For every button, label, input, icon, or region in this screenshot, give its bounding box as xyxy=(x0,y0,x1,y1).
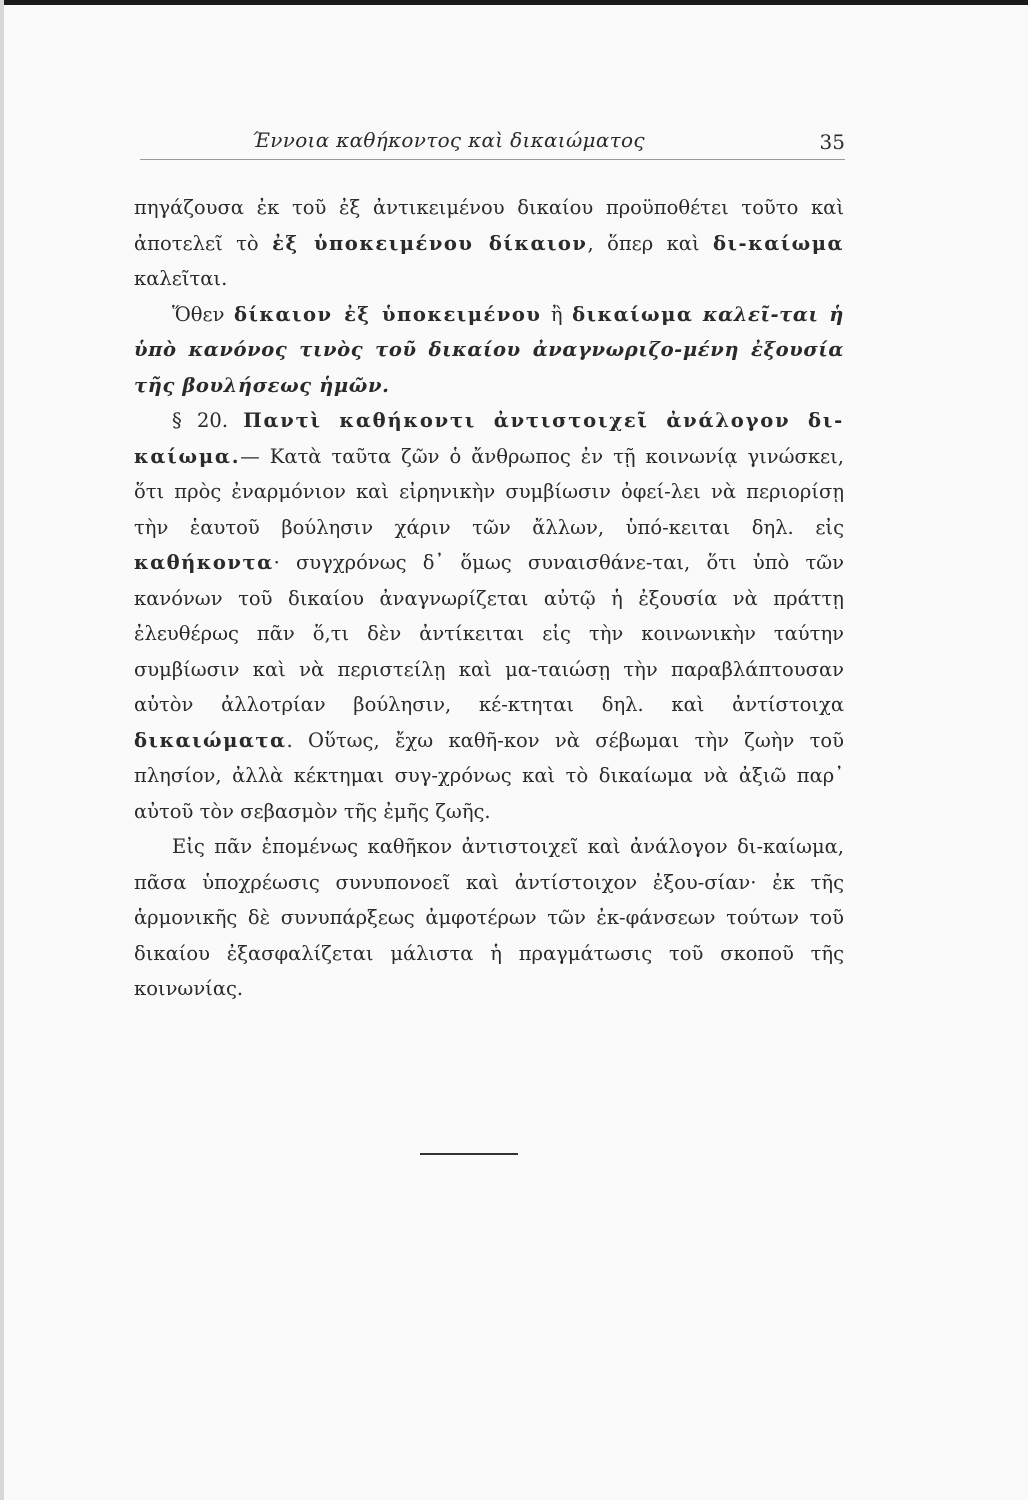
spaced-term: δι-καίωμα xyxy=(713,231,844,255)
section-heading: Παντὶ καθήκοντι ἀντιστοιχεῖ ἀνάλογον δι-καίωμα. xyxy=(134,409,844,468)
text-run: , ὅπερ καὶ xyxy=(587,231,714,255)
paragraph-1 xyxy=(134,190,844,297)
text-run: — Κατὰ ταῦτα ζῶν ὁ ἄνθρωπος ἐν τῇ κοινωνίᾳ γινώσκει, ὅτι πρὸς ἐναρμόνιον καὶ εἰρηνικὴν συμβίωσιν ὀφεί-λει νὰ περιορίσῃ τὴν ἑαυτοῦ βούλησιν χάριν τῶν ἄλλων, ὑπό-κειται δηλ. εἰς xyxy=(134,444,844,539)
header-rule xyxy=(140,159,845,160)
spaced-term: ἐξ ὑποκειμένου δίκαιον xyxy=(272,231,588,255)
text-run: πηγάζουσα ἐκ τοῦ ἐξ ἀντικειμένου δικαίου προϋποθέτει τοῦτο καὶ ἀποτελεῖ τὸ xyxy=(134,196,844,255)
running-title: Έννοια καθήκοντος καὶ δικαιώματος xyxy=(252,128,645,152)
text-run: . Οὕτως, ἔχω καθῆ-κον νὰ σέβωμαι τὴν ζωὴν τοῦ πλησίον, ἀλλὰ κέκτημαι συγ-χρόνως καὶ τὸ δικαίωμα νὰ ἀξιῶ παρ᾽ αὐτοῦ τὸν σεβασμὸν τῆς ἐμῆς ζωῆς. xyxy=(134,728,844,823)
spaced-term: δικαίωμα xyxy=(572,302,694,326)
text-run xyxy=(693,303,702,326)
scan-left-edge xyxy=(0,0,4,1500)
paragraph-3 xyxy=(134,403,844,829)
definition-text: καλεῖ-ται ἡ ὑπὸ κανόνος τινὸς τοῦ δικαίου ἀναγνωριζο-μένη ἐξουσία τῆς βουλήσεως ἡμῶν. xyxy=(134,302,844,397)
scan-top-edge xyxy=(0,0,1028,5)
paragraph-4 xyxy=(134,829,844,1007)
page-body xyxy=(134,190,844,1007)
end-rule xyxy=(420,1153,518,1155)
section-number: § 20. xyxy=(172,409,244,432)
paragraph-2 xyxy=(134,297,844,404)
text-run: Ὅθεν xyxy=(172,302,234,326)
spaced-term: καθήκοντα xyxy=(134,551,274,574)
page-number: 35 xyxy=(819,130,845,154)
text-run: · συγχρόνως δ᾽ ὅμως συναισθάνε-ται, ὅτι ὑπὸ τῶν κανόνων τοῦ δικαίου ἀναγνωρίζεται αὐτῷ ἡ ἐξουσία νὰ πράττῃ ἐλευθέρως πᾶν ὅ,τι δὲν ἀντίκειται εἰς τὴν κοινωνικὴν ταύτην συμβίωσιν καὶ νὰ περιστείλῃ καὶ μα-ταιώσῃ τὴν παραβλάπτουσαν αὐτὸν ἀλλοτρίαν βούλησιν, κέ-κτηται δηλ. καὶ ἀντίστοιχα xyxy=(134,551,844,716)
spaced-term: δικαιώματα xyxy=(134,728,287,752)
spaced-term: δίκαιον ἐξ ὑποκειμένου xyxy=(233,302,542,326)
text-run: Εἰς πᾶν ἑπομένως καθῆκον ἀντιστοιχεῖ καὶ ἀνάλογον δι-καίωμα, πᾶσα ὑποχρέωσις συνυπονοεῖ καὶ ἀντίστοιχον ἐξου-σίαν· ἐκ τῆς ἁρμονικῆς δὲ συνυπάρξεως ἀμφοτέρων τῶν ἐκ-φάνσεων τούτων τοῦ δικαίου ἐξασφαλίζεται μάλιστα ἡ πραγμάτωσις τοῦ σκοποῦ τῆς κοινωνίας. xyxy=(134,835,844,1000)
text-run: ἢ xyxy=(541,302,573,326)
text-run: καλεῖται. xyxy=(134,267,228,290)
page-header xyxy=(140,122,850,162)
